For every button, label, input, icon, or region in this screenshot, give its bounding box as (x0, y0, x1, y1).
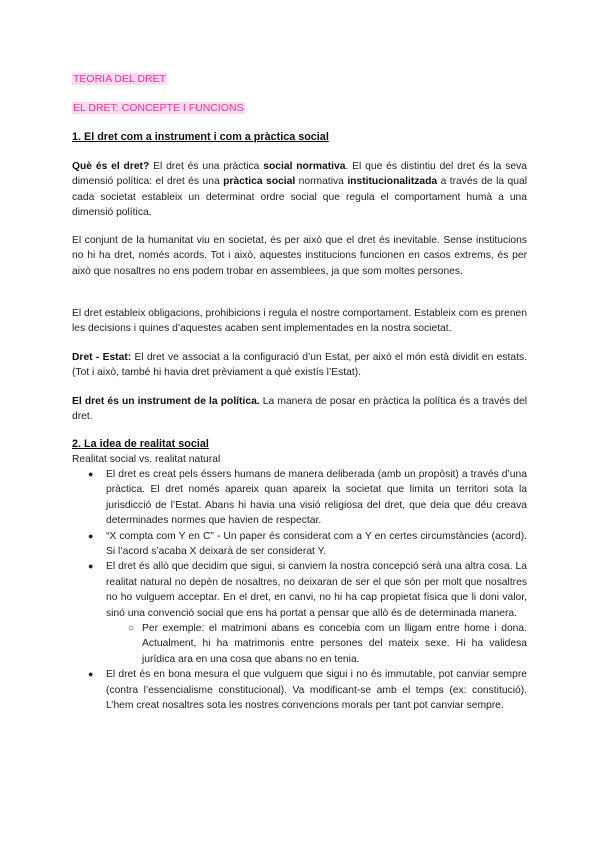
p4-text: El dret ve associat a la configuració d’un Estat, per això el món està dividit en estats. (Tot i això, també hi havia dret prèviament a què existís l’Estat). (72, 352, 527, 379)
p4-bold: Dret - Estat: (72, 352, 132, 363)
section1-paragraph-5 (72, 394, 527, 425)
list-item-text: “X compta com Y en C” - Un paper és considerat com a Y en certes circumstàncies (acord). Si l’acord s’acaba X deixarà de ser considerat Y. (106, 530, 527, 558)
p5-text: La manera de posar en pràctica la política és a través del dret. (72, 396, 528, 423)
list-item-text: El dret es creat pels éssers humans de manera deliberada (amb un propòsit) a través d’una pràctica. El dret només apareix quan apareix la societat que limita un territori sota la jurisdicció de l’Estat. Abans hi havia una visió religiosa del dret, que deia que déu creava determinades normes que havien de respectar. (106, 469, 527, 527)
section1-paragraph-3: El dret estableix obligacions, prohibicions i regula el nostre comportament. Estableix com es prenen les decisions i quines d’aquestes acaben sent implementades en la nostra societat. (72, 308, 527, 335)
sub-list-item-text: Per exemple: el matrimoni abans es concebia com un lligam entre home i dona. Actualment, hi ha matrimonis entre persones del mateix sexe. Hi ha validesa jurídica ara en una cosa que abans no en tenia. (142, 623, 527, 665)
list-item-text: El dret és allò que decidim que sigui, si canviem la nostra concepció serà una altra cosa. La realitat natural no depèn de nosaltres, no deixaran de ser el que són per molt que nosaltres no ho vulguem acceptar. En el dret, en canvi, no hi ha cap propietat física que li doni valor, sinó una convenció social que ens ha portat a pensar que allò és de determinada manera. (106, 561, 527, 619)
p1-bold-4: institucionalitzada (347, 176, 438, 188)
doc-title: TEORIA DEL DRET (73, 73, 166, 85)
doc-subtitle: EL DRET: CONCEPTE I FUNCIONS (73, 102, 244, 114)
p1-bold-3: pràctica social (223, 176, 296, 188)
list-item-text: El dret és en bona mesura el que vulguem que sigui i no és immutable, pot canviar sempre (contra l’essencialisme constitucional). Va modificant-se amb el temps (ex: constitució). L’hem creat nosaltres sota les nostres convencions morals per tant pot canviar sempre. (106, 669, 527, 712)
section1-paragraph-4 (72, 350, 527, 381)
section1-paragraph-2: El conjunt de la humanitat viu en societat, és per això que el dret és inevitable. Sense institucions no hi ha dret, només acords. Tot i això, aquestes institucions funcionen en casos extrems, és per això que nosaltres no ens podem trobar en assemblees, ja que som moltes persones. (72, 235, 527, 277)
section2-bullet-list (72, 467, 527, 714)
sub-list-item (72, 621, 527, 667)
bullet-icon: ● (88, 469, 94, 479)
p1-text-1: El dret és una pràctica (149, 161, 264, 172)
p1-text-4: a través de la qual cada societat estableix un determinat ordre social que regula el comportament humà a una dimensió política. (72, 176, 528, 219)
list-item (72, 667, 527, 713)
p1-text-3: normativa (295, 176, 348, 188)
p1-bold-2: social normativa (263, 161, 346, 172)
p1-text-2: . El que és distintiu del dret és la seva dimensió política: el dret és una (72, 161, 527, 188)
p5-bold: El dret és un instrument de la política. (72, 396, 260, 407)
circle-bullet-icon: ○ (128, 623, 135, 635)
list-item (72, 467, 527, 529)
list-item (72, 529, 527, 560)
doc-subtitle-line (72, 101, 527, 116)
bullet-icon: ● (88, 530, 94, 541)
list-item (72, 559, 527, 621)
bullet-icon: ● (88, 561, 94, 572)
doc-title-line (72, 72, 527, 87)
bullet-icon: ● (88, 669, 94, 680)
section2-intro: Realitat social vs. realitat natural (72, 454, 221, 465)
p1-bold-1: Què és el dret? (72, 161, 150, 172)
section2-heading: 2. La idea de realitat social (72, 438, 209, 450)
section1-paragraph-1 (72, 159, 527, 221)
section1-heading: 1. El dret com a instrument i com a pràctica social (72, 131, 329, 143)
